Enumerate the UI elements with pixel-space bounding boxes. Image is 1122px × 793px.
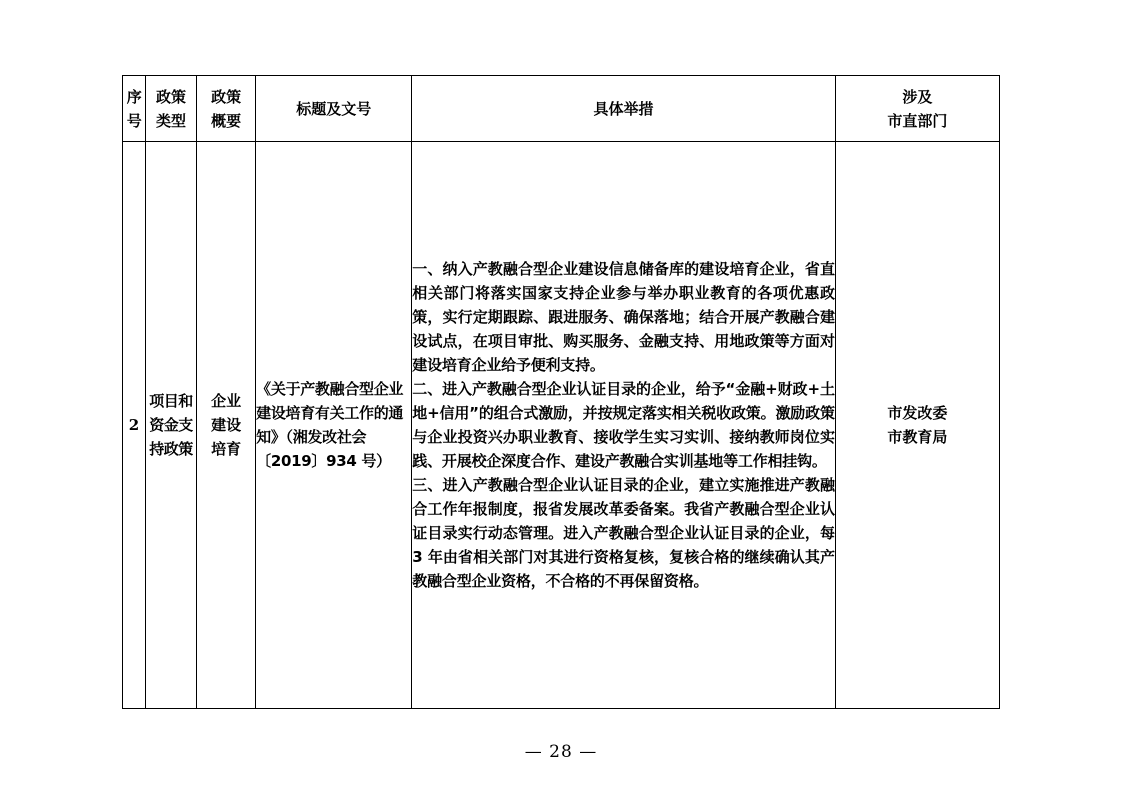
row-summary [197, 142, 256, 709]
table-header-row [123, 76, 1000, 142]
header-measures: 具体举措 [412, 76, 835, 142]
header-type-line-1: 政策 [156, 87, 187, 106]
row-type-line-3: 持政策 [149, 440, 193, 458]
row-type [146, 142, 197, 709]
measure-item-2: 二、进入产教融合型企业认证目录的企业，给予“金融+财政+土地+信用”的组合式激励，并按规定落实相关税收政策。激励政策与企业投资兴办职业教育、接收学生实习实训、接纳教师岗位实践、开展校企深度合作、建设产教融合实训基地等工作相挂钩。 [412, 380, 835, 470]
policy-table [122, 75, 1000, 709]
row-summary-line-3: 培育 [211, 440, 242, 458]
row-depts [835, 142, 999, 709]
header-seq [123, 76, 146, 142]
measure-item-1: 一、纳入产教融合型企业建设信息储备库的建设培育企业，省直相关部门将落实国家支持企业参与举办职业教育的各项优惠政策，实行定期跟踪、跟进服务、确保落地；结合开展产教融合建设试点，在项目审批、购买服务、金融支持、用地政策等方面对建设培育企业给予便利支持。 [412, 260, 835, 374]
header-seq-line-2: 号 [126, 111, 142, 130]
header-summary [197, 76, 256, 142]
row-summary-line-2: 建设 [211, 416, 242, 434]
row-dept-2: 市教育局 [887, 428, 948, 446]
table-row [123, 142, 1000, 709]
row-type-line-2: 资金支 [149, 416, 193, 434]
header-summary-line-2: 概要 [211, 111, 242, 130]
measure-item-3: 三、进入产教融合型企业认证目录的企业，建立实施推进产教融合工作年报制度，报省发展改革委备案。我省产教融合型企业认证目录实行动态管理。进入产教融合型企业认证目录的企业，每 3 年由省相关部门对其进行资格复核，复核合格的继续确认其产教融合型企业资格，不合格的不再保留资格。 [412, 476, 835, 590]
header-depts-line-1: 涉及 [902, 87, 933, 106]
row-type-line-1: 项目和 [149, 392, 193, 410]
row-summary-line-1: 企业 [211, 392, 242, 410]
page-number: — 28 — [524, 742, 598, 762]
header-depts [835, 76, 999, 142]
header-type-line-2: 类型 [156, 111, 187, 130]
row-measures [412, 142, 835, 709]
header-type [146, 76, 197, 142]
row-dept-1: 市发改委 [887, 404, 948, 422]
header-summary-line-1: 政策 [211, 87, 242, 106]
header-depts-line-2: 市直部门 [887, 111, 948, 130]
header-seq-line-1: 序 [126, 87, 142, 106]
row-seq: 2 [123, 142, 146, 709]
row-title: 《关于产教融合型企业建设培育有关工作的通知》（湘发改社会〔2019〕934 号） [256, 142, 412, 709]
header-title: 标题及文号 [256, 76, 412, 142]
